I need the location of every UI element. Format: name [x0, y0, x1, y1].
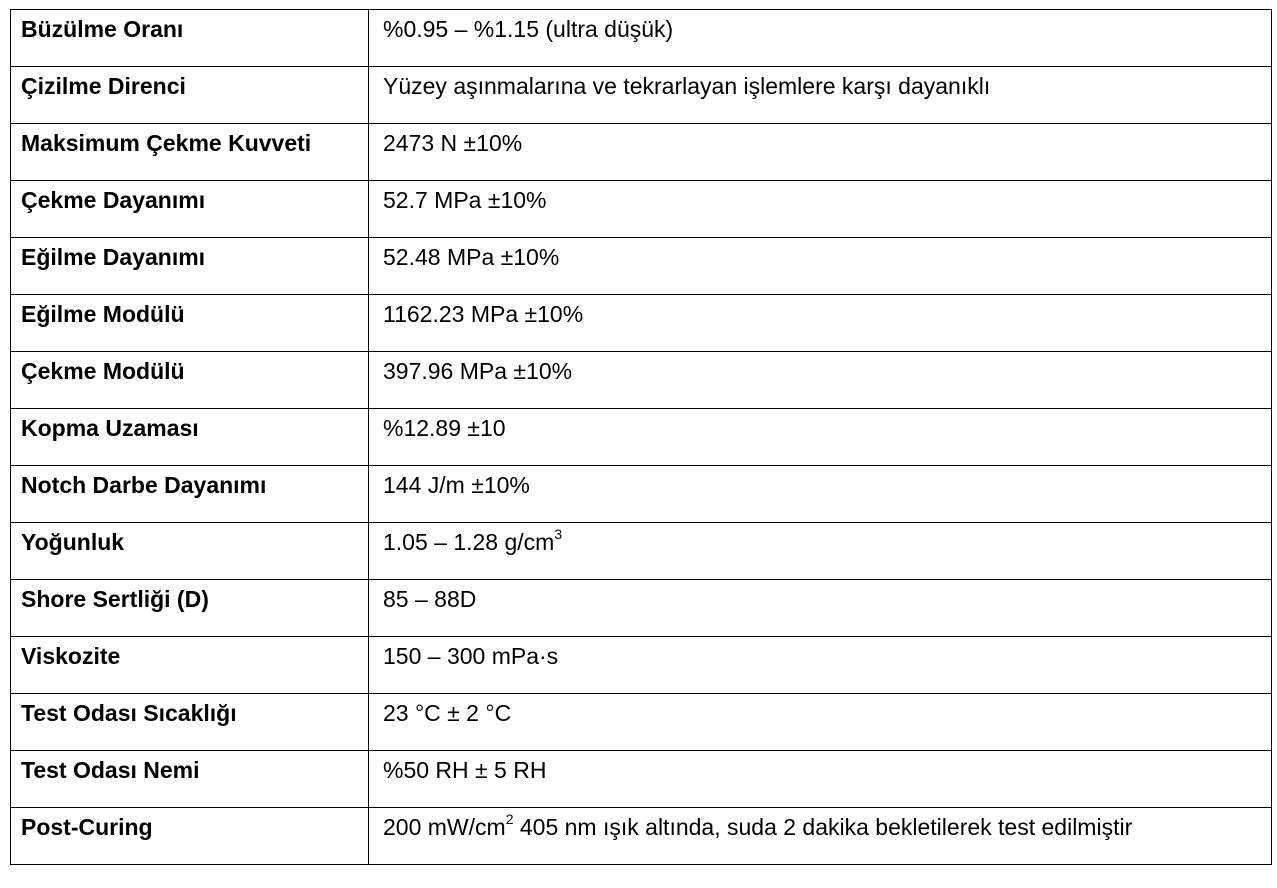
- value-cell: 52.7 MPa ±10%: [369, 181, 1272, 238]
- table-row: [11, 580, 1272, 637]
- table-row: [11, 238, 1272, 295]
- value-cell: [369, 523, 1272, 580]
- table-row: [11, 523, 1272, 580]
- table-row: [11, 67, 1272, 124]
- value-superscript: 3: [554, 526, 563, 543]
- value-cell: 1162.23 MPa ±10%: [369, 295, 1272, 352]
- property-cell: Yoğunluk: [11, 523, 369, 580]
- value-cell: 23 °C ± 2 °C: [369, 694, 1272, 751]
- table-row: [11, 352, 1272, 409]
- property-cell: Çizilme Direnci: [11, 67, 369, 124]
- property-cell: Post-Curing: [11, 808, 369, 865]
- table-row: [11, 10, 1272, 67]
- table-row: [11, 409, 1272, 466]
- property-cell: Kopma Uzaması: [11, 409, 369, 466]
- value-text: 200 mW/cm: [383, 814, 506, 840]
- value-text: 1.05 – 1.28 g/cm: [383, 529, 555, 555]
- table-row: [11, 295, 1272, 352]
- property-cell: Viskozite: [11, 637, 369, 694]
- value-cell: 397.96 MPa ±10%: [369, 352, 1272, 409]
- table-row: [11, 751, 1272, 808]
- table-row: [11, 637, 1272, 694]
- property-cell: Çekme Modülü: [11, 352, 369, 409]
- table-row: [11, 808, 1272, 865]
- value-cell: %0.95 – %1.15 (ultra düşük): [369, 10, 1272, 67]
- material-spec-table: [10, 9, 1272, 865]
- value-cell: [369, 808, 1272, 865]
- table-row: [11, 466, 1272, 523]
- value-text-after: 405 nm ışık altında, suda 2 dakika bekletilerek test edilmiştir: [513, 814, 1133, 840]
- table-row: [11, 124, 1272, 181]
- property-cell: Eğilme Modülü: [11, 295, 369, 352]
- value-cell: Yüzey aşınmalarına ve tekrarlayan işlemlere karşı dayanıklı: [369, 67, 1272, 124]
- property-cell: Notch Darbe Dayanımı: [11, 466, 369, 523]
- property-cell: Eğilme Dayanımı: [11, 238, 369, 295]
- property-cell: Maksimum Çekme Kuvveti: [11, 124, 369, 181]
- value-cell: 52.48 MPa ±10%: [369, 238, 1272, 295]
- value-cell: %12.89 ±10: [369, 409, 1272, 466]
- value-cell: 144 J/m ±10%: [369, 466, 1272, 523]
- value-cell: 85 – 88D: [369, 580, 1272, 637]
- value-cell: 150 – 300 mPa·s: [369, 637, 1272, 694]
- table-row: [11, 694, 1272, 751]
- value-cell: 2473 N ±10%: [369, 124, 1272, 181]
- property-cell: Test Odası Sıcaklığı: [11, 694, 369, 751]
- value-cell: %50 RH ± 5 RH: [369, 751, 1272, 808]
- property-cell: Test Odası Nemi: [11, 751, 369, 808]
- property-cell: Shore Sertliği (D): [11, 580, 369, 637]
- property-cell: Çekme Dayanımı: [11, 181, 369, 238]
- property-cell: Büzülme Oranı: [11, 10, 369, 67]
- value-superscript: 2: [505, 811, 514, 828]
- table-row: [11, 181, 1272, 238]
